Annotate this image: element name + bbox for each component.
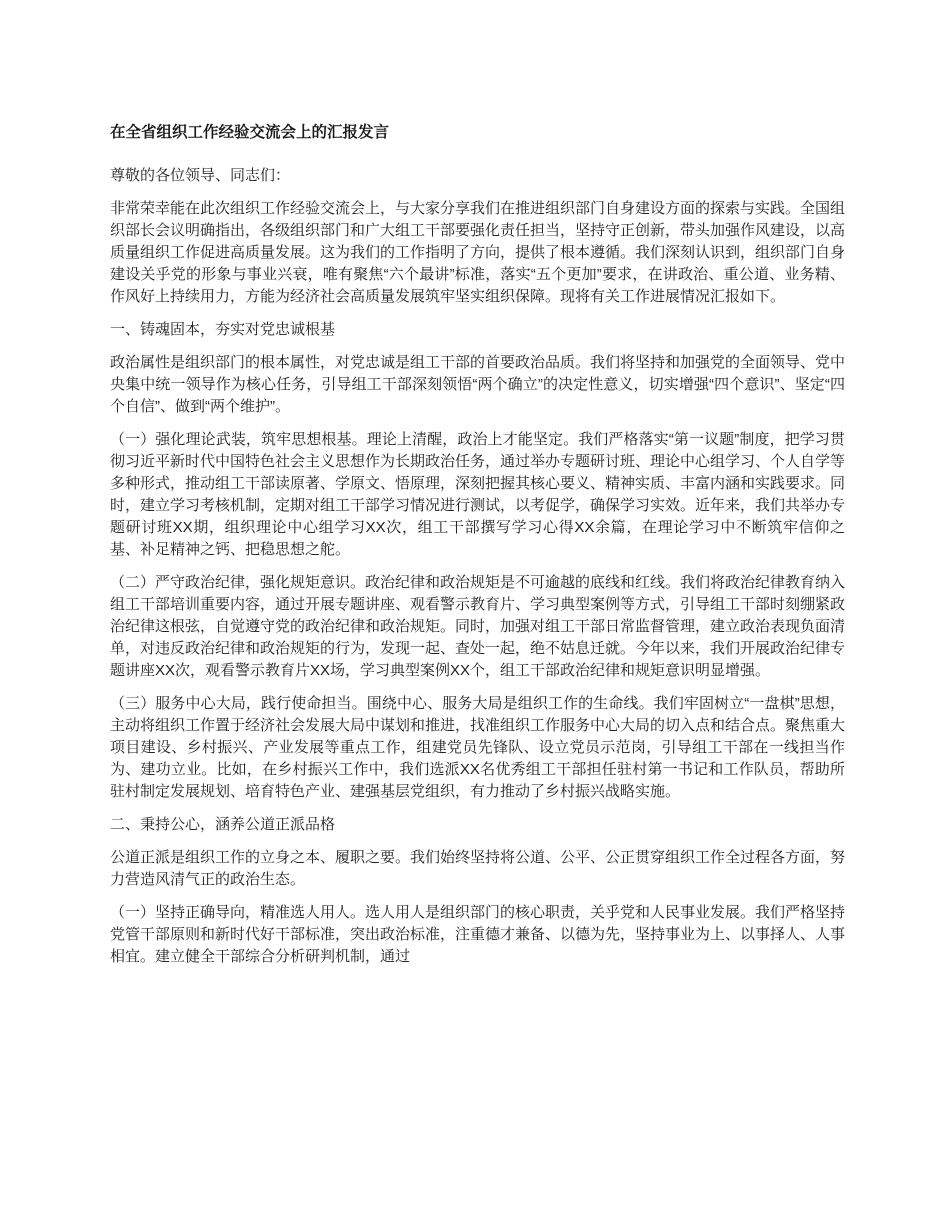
- subsection-paragraph-1-2: （二）严守政治纪律，强化规矩意识。政治纪律和政治规矩是不可逾越的底线和红线。我们将政治纪律教育纳入组工干部培训重要内容，通过开展专题讲座、观看警示教育片、学习典型案例等方式，引导组工干部时刻绷紧政治纪律这根弦，自觉遵守党的政治纪律和政治规矩。同时，加强对组工干部日常监督管理，建立政治表现负面清单，对违反政治纪律和政治规矩的行为，发现一起、查处一起，绝不姑息迁就。今年以来，我们开展政治纪律专题讲座XX次，观看警示教育片XX场，学习典型案例XX个，组工干部政治纪律和规矩意识明显增强。: [110, 574, 846, 679]
- intro-paragraph: 非常荣幸能在此次组织工作经验交流会上，与大家分享我们在推进组织部门自身建设方面的探索与实践。全国组织部长会议明确指出，各级组织部门和广大组工干部要强化责任担当，坚持守正创新，带头加强作风建设，以高质量组织工作促进高质量发展。这为我们的工作指明了方向，提供了根本遵循。我们深刻认识到，组织部门自身建设关乎党的形象与事业兴衰，唯有聚焦“六个最讲”标准，落实“五个更加”要求，在讲政治、重公道、业务精、作风好上持续用力，方能为经济社会高质量发展筑牢坚实组织保障。现将有关工作进展情况汇报如下。: [110, 200, 846, 305]
- salutation: 尊敬的各位领导、同志们：: [110, 167, 291, 184]
- document-body: [110, 165, 845, 968]
- section-heading-1: 一、铸魂固本，夯实对党忠诚根基: [110, 321, 336, 338]
- section-heading-2: 二、秉持公心，涵养公道正派品格: [110, 816, 336, 833]
- subsection-paragraph-1-1: （一）强化理论武装，筑牢思想根基。理论上清醒，政治上才能坚定。我们严格落实“第一议题”制度，把学习贯彻习近平新时代中国特色社会主义思想作为长期政治任务，通过举办专题研讨班、理论中心组学习、个人自学等多种形式，推动组工干部读原著、学原文、悟原理，深刻把握其核心要义、精神实质、丰富内涵和实践要求。同时，建立学习考核机制，定期对组工干部学习情况进行测试，以考促学，确保学习实效。近年来，我们共举办专题研讨班XX期，组织理论中心组学习XX次，组工干部撰写学习心得XX余篇，在理论学习中不断筑牢信仰之基、补足精神之钙、把稳思想之舵。: [110, 431, 846, 558]
- paragraph: 公道正派是组织工作的立身之本、履职之要。我们始终坚持将公道、公平、公正贯穿组织工作全过程各方面，努力营造风清气正的政治生态。: [110, 849, 846, 888]
- subsection-paragraph-2-1: （一）坚持正确导向，精准选人用人。选人用人是组织部门的核心职责，关乎党和人民事业发展。我们严格坚持党管干部原则和新时代好干部标准，突出政治标准，注重德才兼备、以德为先，坚持事业为上、以事择人、人事相宜。建立健全干部综合分析研判机制，通过: [110, 904, 846, 965]
- document-title: 在全省组织工作经验交流会上的汇报发言: [110, 124, 390, 141]
- paragraph: 政治属性是组织部门的根本属性，对党忠诚是组工干部的首要政治品质。我们将坚持和加强党的全面领导、党中央集中统一领导作为核心任务，引导组工干部深刻领悟“两个确立”的决定性意义，切实增强“四个意识”、坚定“四个自信”、做到“两个维护”。: [110, 354, 846, 415]
- subsection-paragraph-1-3: （三）服务中心大局，践行使命担当。围绕中心、服务大局是组织工作的生命线。我们牢固树立“一盘棋”思想，主动将组织工作置于经济社会发展大局中谋划和推进，找准组织工作服务中心大局的切入点和结合点。聚焦重大项目建设、乡村振兴、产业发展等重点工作，组建党员先锋队、设立党员示范岗，引导组工干部在一线担当作为、建功立业。比如，在乡村振兴工作中，我们选派XX名优秀组工干部担任驻村第一书记和工作队员，帮助所驻村制定发展规划、培育特色产业、建强基层党组织，有力推动了乡村振兴战略实施。: [110, 695, 846, 800]
